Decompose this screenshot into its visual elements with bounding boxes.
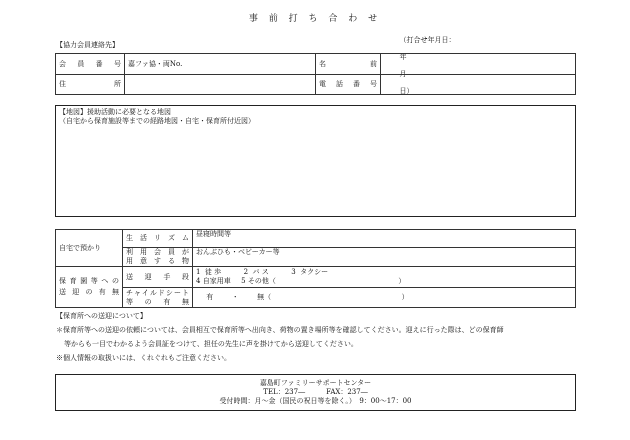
address-label: 住 所 — [59, 80, 121, 89]
items-label-cell — [123, 248, 193, 267]
date-year-label: 年 — [399, 53, 407, 62]
footer-hours: 受付時間：月～金（国民の祝日等を除く。） 9：00～17：00 — [219, 397, 412, 405]
address-label-cell — [56, 74, 125, 95]
seat-label-line2: 等 の 有 無 — [126, 297, 189, 306]
footer-org: 嘉島町ファミリーサポートセンター — [259, 379, 372, 387]
footer-contact-box — [55, 374, 576, 411]
transport-label-line2: 送 迎 の 有 無 — [59, 288, 119, 296]
rhythm-value: 昼寝時間等 — [196, 230, 231, 238]
home-care-label: 自宅で預かり — [59, 243, 101, 252]
means-label: 送 迎 手 段 — [126, 272, 189, 281]
seat-label-line1: チャイルドシート — [126, 288, 189, 297]
seat-yes-option[interactable]: 有 — [206, 293, 214, 302]
items-value: おんぶひも・ベビーカー等 — [196, 248, 280, 256]
means-other-close: ） — [398, 277, 406, 285]
items-label-line1: 利 用 会 員 が — [126, 248, 189, 256]
date-month-label: 月 — [399, 69, 407, 78]
member-contact-table — [55, 53, 576, 95]
name-label: 名 前 — [319, 59, 377, 68]
name-field[interactable] — [381, 54, 576, 75]
note-1-line2: 等からも一目でわかるよう会員証をつけて、担任の先生に声を掛けてから送迎してください。 — [64, 340, 358, 348]
means-option-other[interactable]: 5 その他（ — [241, 277, 276, 285]
means-option-bus[interactable]: 2 バ ス — [243, 268, 269, 276]
means-option-car[interactable]: 4 自家用車 — [196, 277, 231, 285]
seat-no-close: ） — [401, 293, 409, 302]
phone-field[interactable] — [381, 74, 576, 95]
map-title: 【地図】援助活動に必要となる地図 — [59, 108, 171, 116]
care-details-table — [55, 229, 576, 308]
phone-label: 電 話 番 号 — [319, 80, 377, 89]
page-title: 事 前 打 ち 合 わ せ — [248, 14, 382, 24]
phone-label-cell — [316, 74, 381, 95]
means-options-cell — [193, 267, 576, 288]
means-option-taxi[interactable]: 3 タクシー — [291, 268, 329, 276]
member-number-field[interactable] — [125, 54, 316, 75]
note-2: ※個人情報の取扱いには、くれぐれもご注意ください。 — [56, 354, 231, 362]
member-section-label: 【協力会員連絡先】 — [56, 41, 119, 49]
map-subtitle: （自宅から保育施設等までの経路地図・自宅・保育所付近図） — [59, 117, 255, 126]
means-label-cell — [123, 267, 193, 288]
date-label: （打合せ年月日： — [399, 36, 456, 45]
date-day-label: 日） — [399, 86, 414, 95]
note-1-line1: ＊保育所等への送迎の依頼については、会員相互で保育所等へ出向き、荷物の置き場所等を確認してください。迎えに行った際は、どの保育師 — [56, 326, 504, 334]
seat-no-option[interactable]: 無（ — [257, 293, 272, 302]
footer-contact: TEL：237― FAX：237― — [263, 388, 368, 396]
member-number-label-cell — [56, 54, 125, 75]
address-field[interactable] — [125, 74, 316, 95]
member-number-label: 会 員 番 号 — [59, 59, 121, 68]
member-number-value: 嘉ファ協・両No. — [128, 59, 183, 68]
rhythm-label-cell — [123, 230, 193, 248]
items-field[interactable] — [193, 248, 576, 267]
map-box[interactable] — [55, 105, 576, 217]
notes-section — [56, 309, 621, 365]
means-option-walk[interactable]: 1 徒 歩 — [196, 268, 222, 276]
transport-label-line1: 保育園等への — [59, 277, 119, 285]
rhythm-label: 生 活 リ ズ ム — [126, 234, 189, 243]
items-label-line2: 用 意 す る 物 — [126, 257, 189, 265]
notes-label: 【保育所への送迎について】 — [56, 312, 147, 320]
name-label-cell — [316, 54, 381, 75]
transport-label-cell — [56, 267, 123, 308]
seat-separator: ・ — [231, 293, 239, 302]
seat-label-cell — [123, 288, 193, 308]
home-care-label-cell — [56, 230, 123, 267]
rhythm-field[interactable] — [193, 230, 576, 248]
seat-options-cell — [193, 288, 576, 308]
